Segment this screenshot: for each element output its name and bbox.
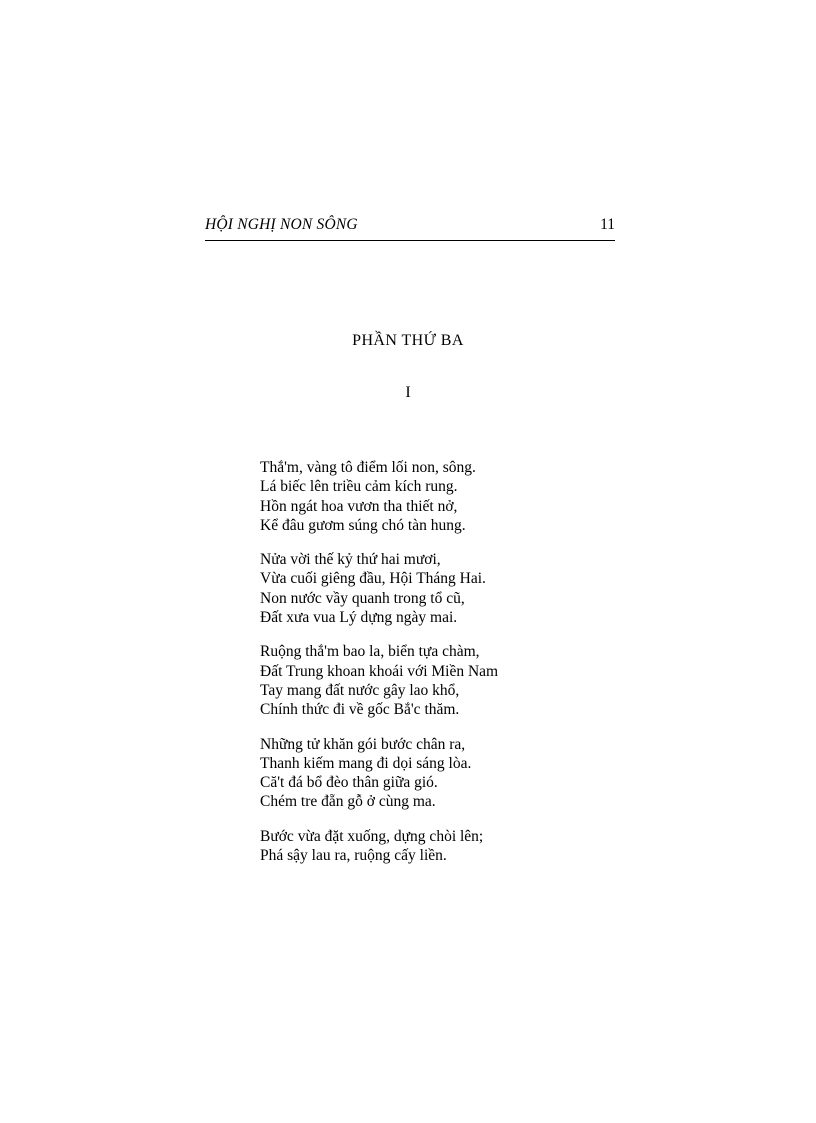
poem-line: Phá sậy lau ra, ruộng cấy liền.: [260, 847, 447, 865]
running-header: [205, 216, 615, 241]
running-title: HỘI NGHỊ NON SÔNG: [205, 216, 358, 233]
poem-line: Thắ'm, vàng tô điểm lối non, sông.: [260, 459, 476, 476]
poem-line: Ruộng thắ'm bao la, biển tựa chàm,: [260, 643, 480, 661]
stanza: [260, 827, 680, 866]
poem-line: Chém tre đẵn gỗ ở cùng ma.: [260, 793, 436, 811]
poem-line: Chính thức đi về gốc Bắ'c thăm.: [260, 701, 460, 719]
stanza: [260, 550, 680, 627]
poem-line: Vừa cuối giêng đầu, Hội Tháng Hai.: [260, 570, 486, 588]
page-number: 11: [600, 216, 615, 233]
part-title: PHẦN THỨ BA: [352, 332, 464, 349]
poem-line: Bước vừa đặt xuống, dựng chòi lên;: [260, 827, 484, 845]
poem-line: Lá biếc lên triều cảm kích rung.: [260, 478, 458, 496]
poem-line: Đất Trung khoan khoái với Miền Nam: [260, 662, 499, 680]
poem-line: Hồn ngát hoa vươn tha thiết nở,: [260, 497, 458, 515]
stanza: [260, 642, 680, 719]
poem-line: Đất xưa vua Lý dựng ngày mai.: [260, 609, 458, 627]
poem-body: [260, 458, 680, 880]
poem-line: Thanh kiếm mang đi dọi sáng lòa.: [260, 754, 472, 772]
stanza: [260, 735, 680, 812]
poem-line: Những tử khăn gói bước chân ra,: [260, 735, 466, 753]
stanza: [260, 458, 680, 535]
poem-line: Că't đá bổ đèo thân giữa gió.: [260, 774, 438, 792]
poem-line: Kể đâu gươm súng chó tàn hung.: [260, 516, 466, 534]
poem-line: Nửa vời thế kỷ thứ hai mươi,: [260, 551, 441, 569]
poem-line: Non nước vầy quanh trong tổ cũ,: [260, 589, 465, 607]
poem-line: Tay mang đất nước gây lao khổ,: [260, 681, 460, 699]
section-number: I: [405, 384, 411, 401]
